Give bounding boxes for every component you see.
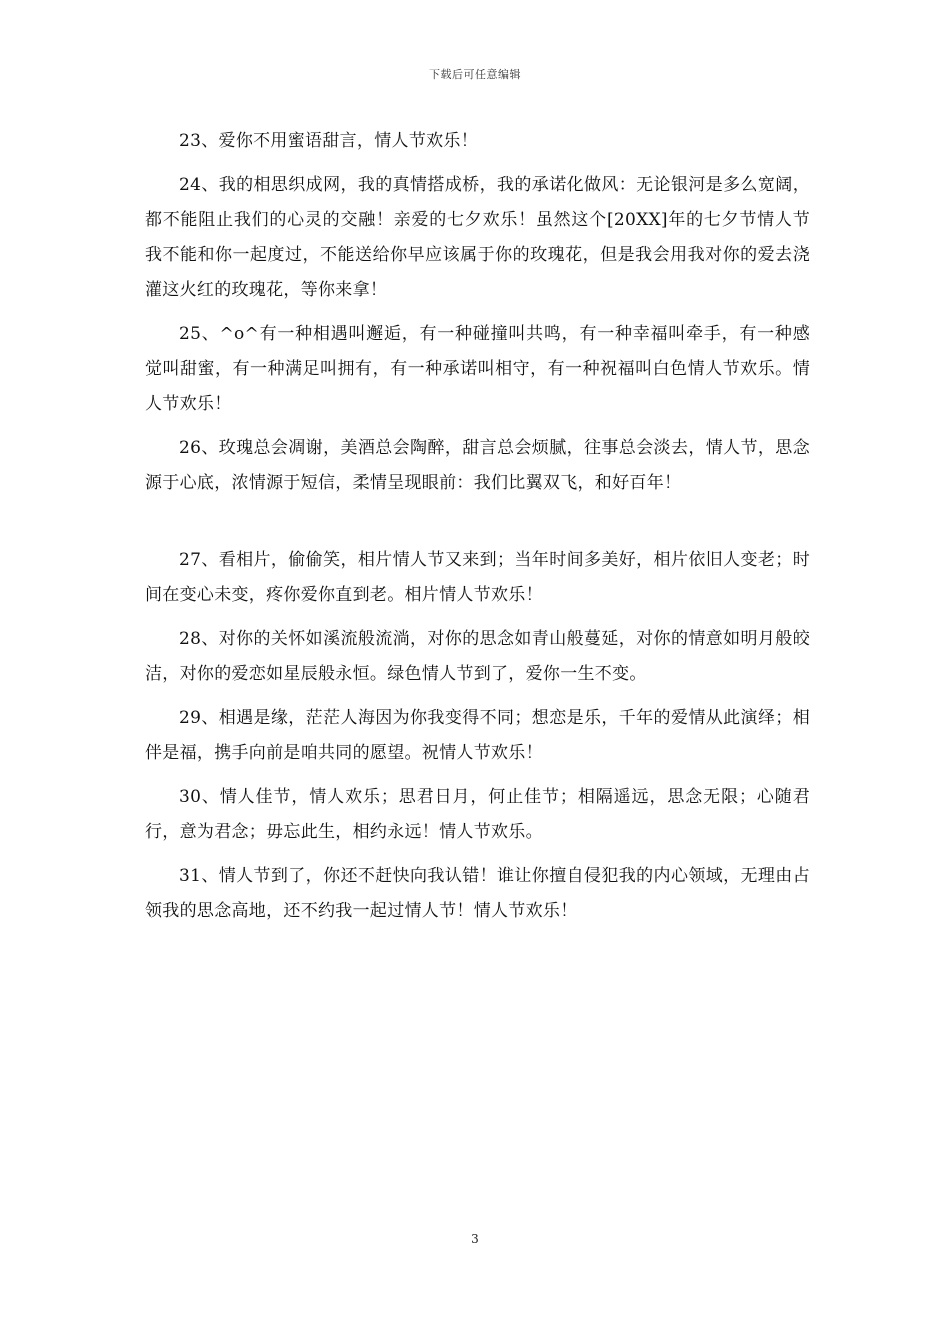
document-body	[145, 124, 810, 938]
paragraph-24: 24、我的相思织成网，我的真情搭成桥，我的承诺化做风：无论银河是多么宽阔，都不能阻止我们的心灵的交融！亲爱的七夕欢乐！虽然这个[20XX]年的七夕节情人节我不能和你一起度过，不能送给你早应该属于你的玫瑰花，但是我会用我对你的爱去浇灌这火红的玫瑰花，等你来拿！	[145, 175, 810, 300]
paragraph-31: 31、情人节到了，你还不赶快向我认错！谁让你擅自侵犯我的内心领域，无理由占领我的思念高地，还不约我一起过情人节！情人节欢乐！	[145, 866, 810, 921]
page-number: 3	[471, 1232, 479, 1246]
paragraph-28: 28、对你的关怀如溪流般流淌，对你的思念如青山般蔓延，对你的情意如明月般皎洁，对你的爱恋如星辰般永恒。绿色情人节到了，爱你一生不变。	[145, 629, 810, 684]
paragraph-26: 26、玫瑰总会凋谢，美酒总会陶醉，甜言总会烦腻，往事总会淡去，情人节，思念源于心底，浓情源于短信，柔情呈现眼前：我们比翼双飞，和好百年！	[145, 438, 810, 493]
paragraph-30: 30、情人佳节，情人欢乐；思君日月，何止佳节；相隔遥远，思念无限；心随君行，意为君念；毋忘此生，相约永远！情人节欢乐。	[145, 787, 810, 842]
paragraph-25: 25、^o^有一种相遇叫邂逅，有一种碰撞叫共鸣，有一种幸福叫牵手，有一种感觉叫甜蜜，有一种满足叫拥有，有一种承诺叫相守，有一种祝福叫白色情人节欢乐。情人节欢乐！	[145, 324, 810, 414]
page-header: 下载后可任意编辑	[429, 68, 521, 81]
paragraph-27: 27、看相片，偷偷笑，相片情人节又来到；当年时间多美好，相片依旧人变老；时间在变心未变，疼你爱你直到老。相片情人节欢乐！	[145, 550, 810, 605]
paragraph-23: 23、爱你不用蜜语甜言，情人节欢乐！	[179, 131, 479, 151]
paragraph-29: 29、相遇是缘，茫茫人海因为你我变得不同；想恋是乐，千年的爱情从此演绎；相伴是福，携手向前是咱共同的愿望。祝情人节欢乐！	[145, 708, 810, 763]
